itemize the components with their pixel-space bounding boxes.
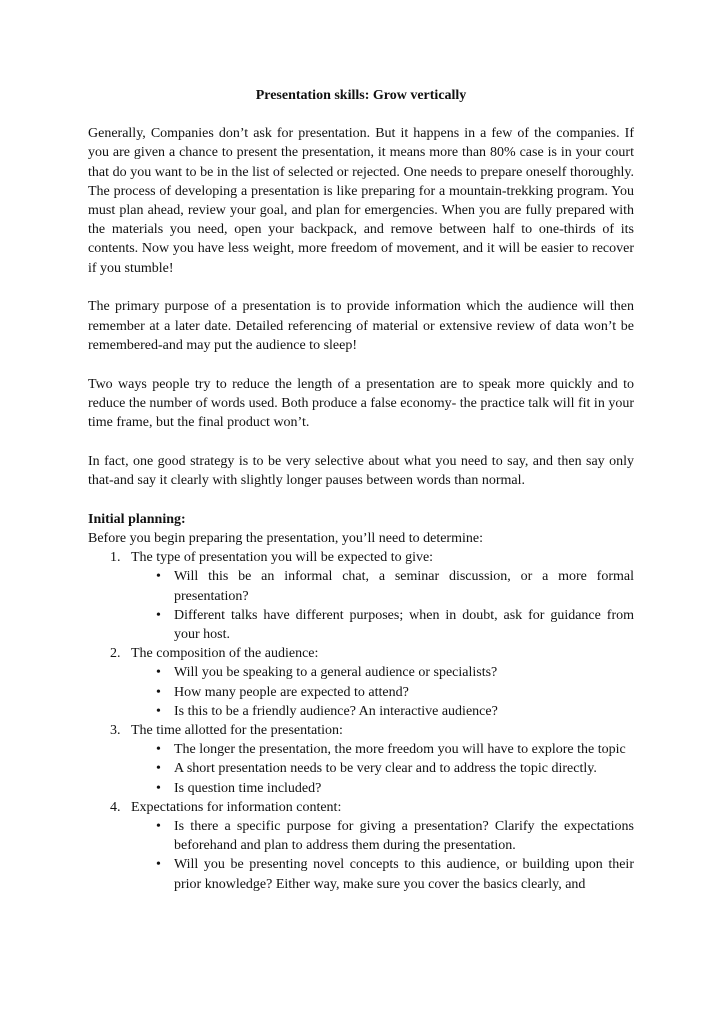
bullet-item bbox=[131, 817, 634, 855]
paragraph-strategy: In fact, one good strategy is to be very selective about what you need to say, and then say only that-and say it clearly with slightly longer pauses between words than normal. bbox=[88, 453, 634, 489]
bullet-icon: • bbox=[156, 703, 161, 719]
bullet-icon: • bbox=[156, 780, 161, 796]
bullet-text: How many people are expected to attend? bbox=[174, 684, 409, 700]
bullet-text: Different talks have different purposes; when in doubt, ask for guidance from your host. bbox=[174, 607, 634, 643]
bullet-list bbox=[131, 740, 634, 798]
document-title: Presentation skills: Grow vertically bbox=[255, 88, 467, 103]
list-item-text: The type of presentation you will be expected to give: bbox=[131, 550, 434, 566]
list-item-text: The composition of the audience: bbox=[131, 646, 319, 662]
list-item bbox=[88, 644, 634, 721]
bullet-text: Will you be speaking to a general audience or specialists? bbox=[174, 665, 498, 681]
bullet-icon: • bbox=[156, 819, 161, 835]
bullet-text: Will this be an informal chat, a seminar discussion, or a more formal presentation? bbox=[174, 569, 634, 604]
bullet-list bbox=[131, 567, 634, 644]
bullet-text: Is this to be a friendly audience? An interactive audience? bbox=[174, 703, 498, 719]
list-item bbox=[88, 721, 634, 798]
bullet-list bbox=[131, 817, 634, 894]
paragraph-purpose: The primary purpose of a presentation is to provide information which the audience will then remember at a later date. Detailed referencing of material or extensive review of data won’t be remembered-and may put the audience to sleep! bbox=[88, 299, 634, 353]
section-intro: Before you begin preparing the presentation, you’ll need to determine: bbox=[88, 531, 483, 547]
list-item bbox=[88, 798, 634, 894]
bullet-item bbox=[131, 683, 634, 702]
bullet-icon: • bbox=[156, 742, 161, 758]
document-page bbox=[88, 86, 634, 894]
bullet-text: The longer the presentation, the more freedom you will have to explore the topic bbox=[174, 742, 626, 758]
list-number: 4. bbox=[110, 799, 121, 815]
bullet-item bbox=[131, 663, 634, 682]
bullet-text: A short presentation needs to be very clear and to address the topic directly. bbox=[174, 761, 597, 777]
list-number: 1. bbox=[110, 550, 121, 566]
bullet-item bbox=[131, 855, 634, 893]
list-item bbox=[88, 548, 634, 644]
bullet-icon: • bbox=[156, 665, 161, 681]
bullet-text: Will you be presenting novel concepts to this audience, or building upon their prior knowledge? Either way, make sure you cover the basics clearly, and bbox=[174, 857, 634, 892]
bullet-icon: • bbox=[156, 569, 161, 585]
bullet-item bbox=[131, 759, 634, 778]
bullet-item bbox=[131, 702, 634, 721]
bullet-item bbox=[131, 606, 634, 644]
section-heading: Initial planning: bbox=[88, 511, 186, 527]
list-number: 3. bbox=[110, 723, 121, 739]
paragraph-intro: Generally, Companies don’t ask for presentation. But it happens in a few of the companies. If you are given a chance to present the presentation, it means more than 80% case is in your court that do you want to be in the list of selected or rejected. One needs to prepare oneself thoroughly. The process of developing a presentation is like preparing for a mountain-trekking program. You must plan ahead, review your goal, and plan for emergencies. When you are fully prepared with the materials you need, open your backpack, and remove between half to one-thirds of its contents. Now you have less weight, more freedom of movement, and it will be easier to recover if you stumble! bbox=[88, 126, 634, 276]
paragraph-length: Two ways people try to reduce the length of a presentation are to speak more quickly and to reduce the number of words used. Both produce a false economy- the practice talk will fit in your time frame, but the final product won’t. bbox=[88, 376, 634, 431]
planning-list bbox=[88, 548, 634, 894]
bullet-item bbox=[131, 740, 634, 759]
bullet-text: Is there a specific purpose for giving a presentation? Clarify the expectations beforehand and plan to address them during the presentation. bbox=[174, 819, 634, 854]
list-item-text: The time allotted for the presentation: bbox=[131, 723, 343, 739]
bullet-icon: • bbox=[156, 607, 161, 623]
bullet-item bbox=[131, 567, 634, 605]
list-item-text: Expectations for information content: bbox=[131, 799, 342, 815]
bullet-list bbox=[131, 663, 634, 721]
bullet-item bbox=[131, 779, 634, 798]
bullet-icon: • bbox=[156, 857, 161, 873]
bullet-text: Is question time included? bbox=[174, 780, 322, 796]
list-number: 2. bbox=[110, 646, 121, 662]
bullet-icon: • bbox=[156, 684, 161, 700]
bullet-icon: • bbox=[156, 761, 161, 777]
